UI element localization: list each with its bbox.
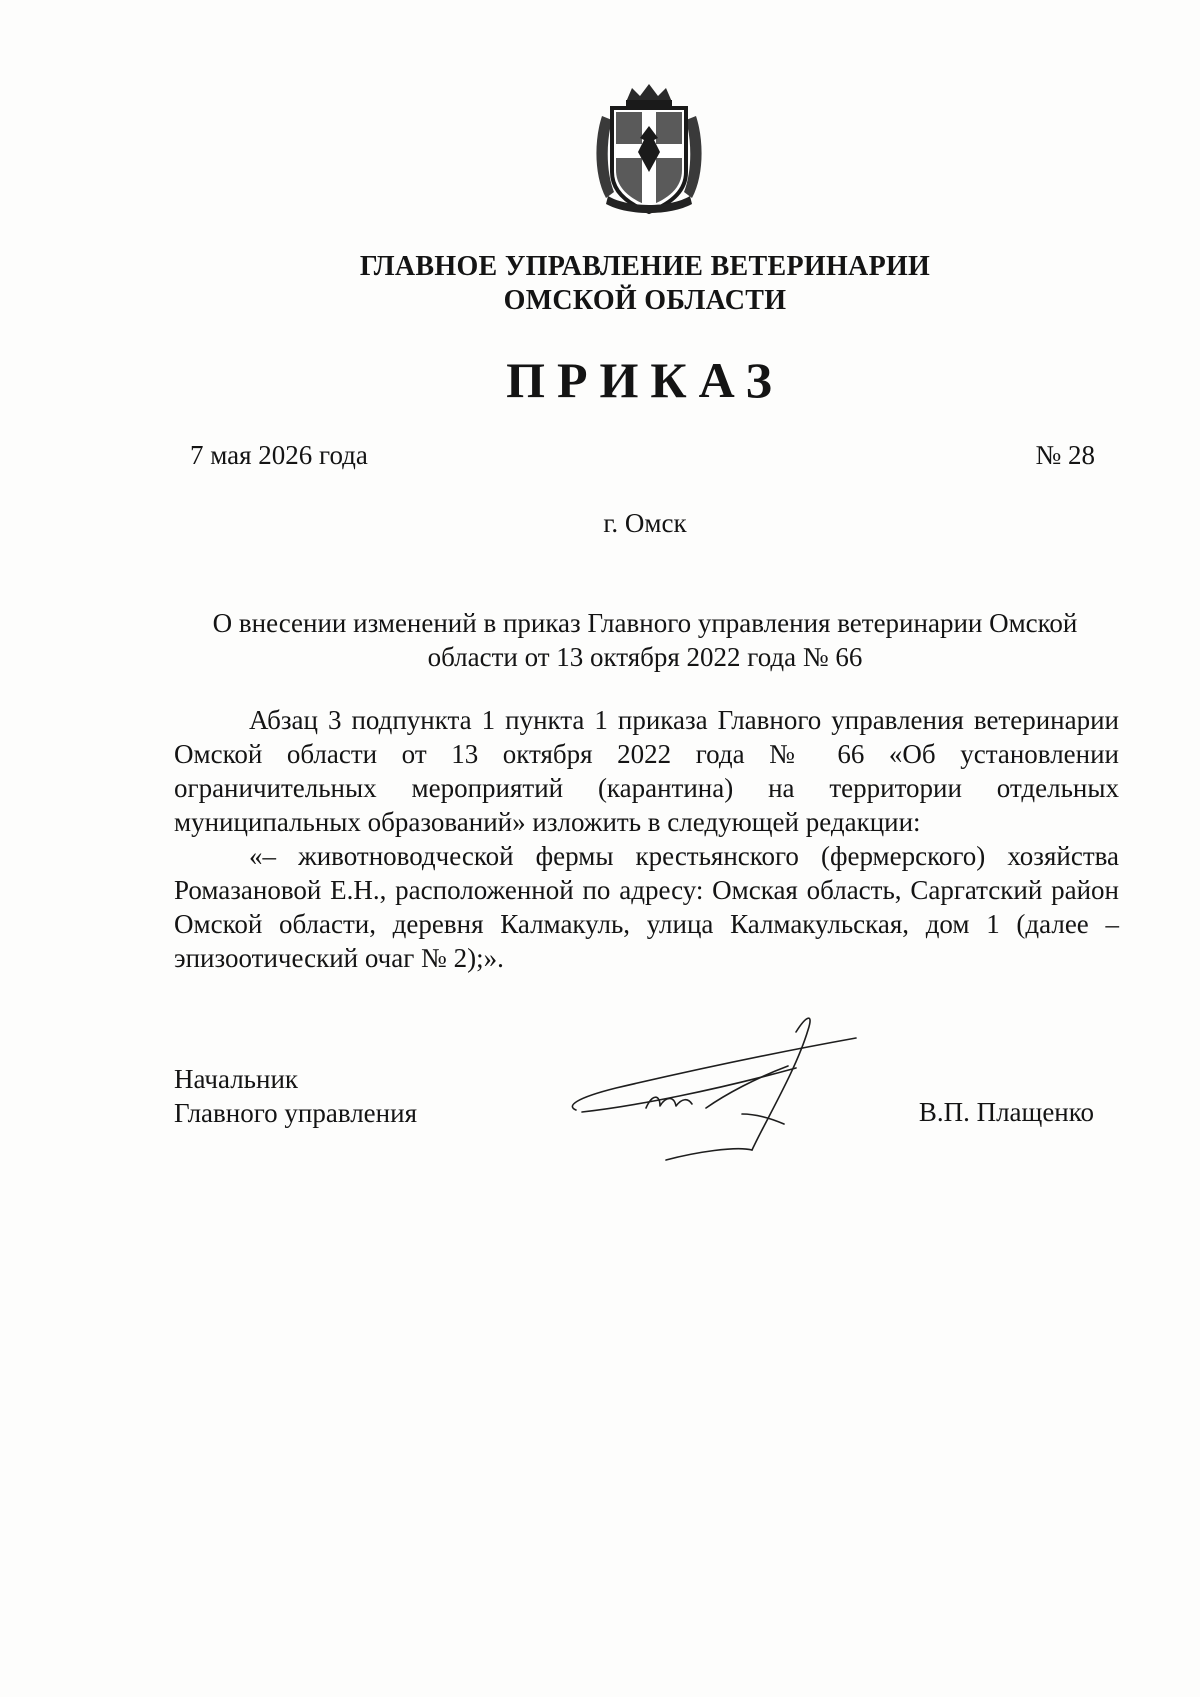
body-paragraph: Абзац 3 подпункта 1 пункта 1 приказа Главного управления ветеринарии Омской области от 13 октября 2022 года № 66 «Об установлении ограничительных мероприятий (карантина) на территории отдельных муниципальных образований» изложить в следующей редакции: — [174, 705, 1119, 837]
coat-of-arms-icon — [588, 80, 710, 218]
body-paragraph: «– животноводческой фермы крестьянского (фермерского) хозяйства Ромазановой Е.Н., расположенной по адресу: Омская область, Саргатский район Омской области, деревня Калмакуль, улица Калмакульская, дом 1 (далее – эпизоотический очаг № 2);». — [174, 841, 1119, 973]
organization-name-line1: ГЛАВНОЕ УПРАВЛЕНИЕ ВЕТЕРИНАРИИ — [359, 251, 931, 282]
organization-name-line2: ОМСКОЙ ОБЛАСТИ — [503, 285, 787, 316]
order-subject: О внесении изменений в приказ Главного управления ветеринарии Омской области от 13 октября 2022 года № 66 — [212, 608, 1078, 672]
order-date: 7 мая 2026 года — [190, 440, 368, 470]
signature-icon — [556, 1010, 876, 1170]
signer-position — [174, 1062, 417, 1130]
signer-position-line2: Главного управления — [174, 1098, 417, 1128]
order-body — [174, 703, 1119, 975]
signer-name: В.П. Плащенко — [918, 1097, 1094, 1127]
signer-position-line1: Начальник — [174, 1064, 299, 1094]
order-number: № 28 — [1035, 440, 1095, 470]
document-type-heading: ПРИКАЗ — [506, 352, 784, 408]
order-city: г. Омск — [603, 508, 687, 538]
